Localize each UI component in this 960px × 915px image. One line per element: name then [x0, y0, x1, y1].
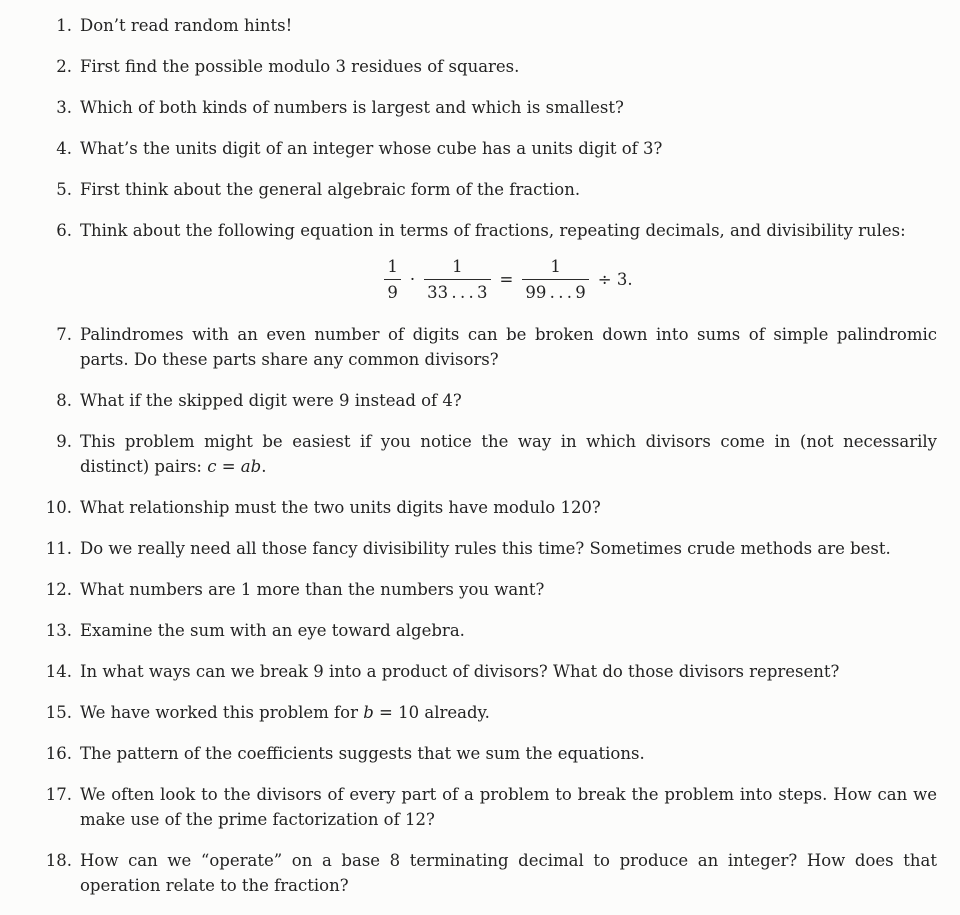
hint-text: What numbers are 1 more than the numbers you want?: [80, 580, 545, 599]
fraction-one-ninth: $\frac{1}{9}$: [384, 256, 401, 303]
hint-item-14: [0, 659, 960, 684]
equals-sign: =: [499, 270, 514, 289]
hint-text: First think about the general algebraic form of the fraction.: [80, 180, 581, 199]
hint-number: 10.: [45, 498, 72, 517]
hint-item-7: [0, 322, 960, 372]
hint-item-3: [0, 95, 960, 120]
hint-item-2: [0, 54, 960, 79]
hint-number: 7.: [56, 325, 72, 344]
hint-item-4: [0, 136, 960, 161]
hint-item-10: [0, 495, 960, 520]
fraction-one-over-repeating-nines: $\frac{1}{99 . . . 9}$: [522, 256, 588, 303]
hint-number: 5.: [56, 180, 72, 199]
hint-text: Examine the sum with an eye toward algebra.: [80, 621, 465, 640]
hint-item-8: [0, 388, 960, 413]
hint-number: 18.: [45, 851, 72, 870]
hint-text: [80, 218, 937, 306]
hint-number: 14.: [45, 662, 72, 681]
hint-text: Palindromes with an even number of digits can be broken down into sums of simple palindromic parts. Do these parts share any common divisors?: [80, 325, 937, 369]
hint-text: The pattern of the coefficients suggests that we sum the equations.: [80, 744, 645, 763]
hint-text-lead: Think about the following equation in terms of fractions, repeating decimals, and divisibility rules:: [80, 221, 906, 240]
hint-number: 4.: [56, 139, 72, 158]
hint-number: 2.: [56, 57, 72, 76]
hint-number: 17.: [45, 785, 72, 804]
hint-item-16: [0, 741, 960, 766]
hint-item-17: [0, 782, 960, 832]
hint-list: [0, 13, 960, 898]
fraction-one-over-repeating-threes: $\frac{1}{33 . . . 3}$: [424, 256, 490, 303]
hint-number: 15.: [45, 703, 72, 722]
hint-text: How can we “operate” on a base 8 terminating decimal to produce an integer? How does that operation relate to the fraction?: [80, 851, 937, 895]
hint-number: 16.: [45, 744, 72, 763]
hint-text: Don’t read random hints!: [80, 16, 293, 35]
hint-text: What relationship must the two units digits have modulo 120?: [80, 498, 601, 517]
hint-item-13: [0, 618, 960, 643]
hint-number: 1.: [56, 16, 72, 35]
divide-by-three: ÷ 3.: [597, 270, 633, 289]
hint-text: We often look to the divisors of every part of a problem to break the problem into steps. How can we make use of the prime factorization of 12?: [80, 785, 937, 829]
hint-number: 12.: [45, 580, 72, 599]
hint-text: What if the skipped digit were 9 instead of 4?: [80, 391, 462, 410]
hint-text: This problem might be easiest if you notice the way in which divisors come in (not necessarily distinct) pairs: c = ab.: [80, 432, 937, 476]
hint-number: 3.: [56, 98, 72, 117]
hint-text: We have worked this problem for b = 10 already.: [80, 703, 490, 722]
hint-number: 11.: [45, 539, 72, 558]
hint-number: 6.: [56, 221, 72, 240]
fraction-equation: [80, 256, 937, 303]
hint-number: 13.: [45, 621, 72, 640]
hint-number: 9.: [56, 432, 72, 451]
hint-item-1: [0, 13, 960, 38]
multiplication-dot: ·: [409, 270, 416, 289]
hint-item-15: [0, 700, 960, 725]
hint-item-9: [0, 429, 960, 479]
hint-text: In what ways can we break 9 into a product of divisors? What do those divisors represent?: [80, 662, 840, 681]
hint-text: Do we really need all those fancy divisibility rules this time? Sometimes crude methods are best.: [80, 539, 891, 558]
math-c-equals-ab: c = ab: [207, 457, 262, 476]
hint-item-18: [0, 848, 960, 898]
hint-item-6: [0, 218, 960, 306]
hint-number: 8.: [56, 391, 72, 410]
hint-item-5: [0, 177, 960, 202]
hint-item-11: [0, 536, 960, 561]
hint-item-12: [0, 577, 960, 602]
hint-text: What’s the units digit of an integer whose cube has a units digit of 3?: [80, 139, 663, 158]
hint-text: First find the possible modulo 3 residues of squares.: [80, 57, 520, 76]
hint-text: Which of both kinds of numbers is largest and which is smallest?: [80, 98, 624, 117]
math-b-variable: b: [363, 703, 374, 722]
